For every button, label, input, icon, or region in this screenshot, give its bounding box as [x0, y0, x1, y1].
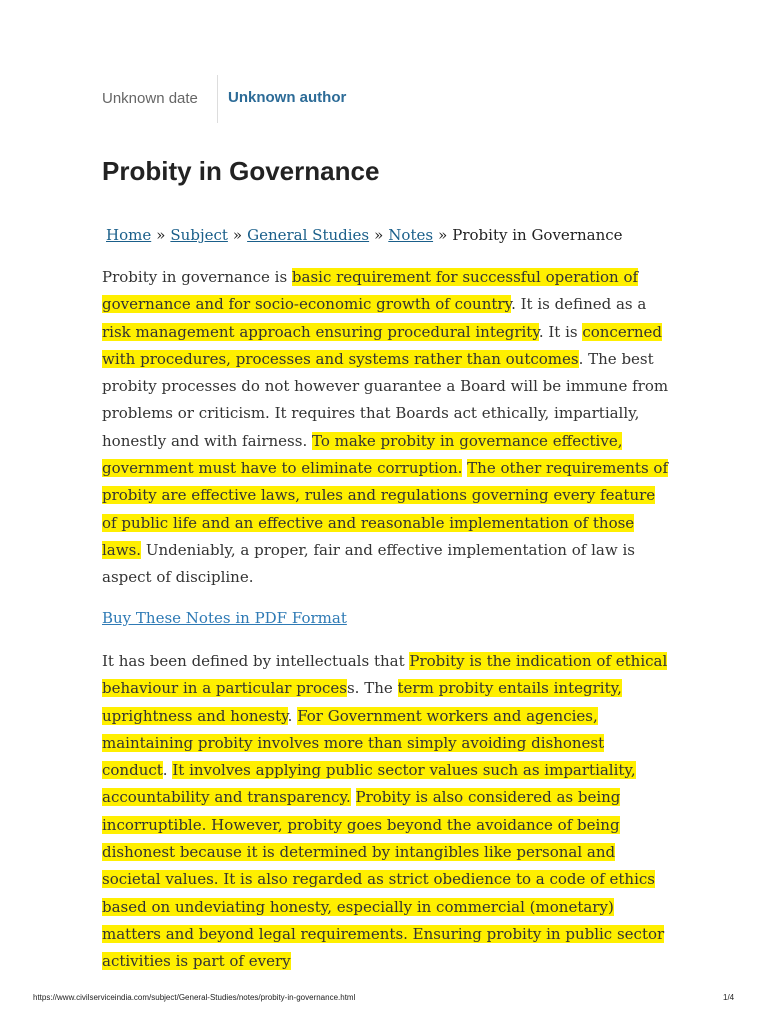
- breadcrumb-separator: »: [156, 226, 166, 244]
- breadcrumb-notes-link[interactable]: Notes: [388, 226, 434, 244]
- author-link[interactable]: Unknown author: [228, 89, 347, 106]
- body-text: . It is: [538, 322, 583, 341]
- body-text: Probity in governance is: [102, 268, 292, 286]
- breadcrumb-home-link[interactable]: Home: [106, 226, 152, 244]
- buy-pdf-link[interactable]: Buy These Notes in PDF Format: [102, 609, 347, 627]
- article-paragraph-2: [102, 648, 670, 976]
- highlighted-text: Probity is the indication of ethical behaviour in a particular proces: [102, 652, 668, 698]
- highlighted-text: basic requirement for successful operation of governance and for socio-economic growth of country: [102, 268, 639, 314]
- breadcrumb-separator: »: [438, 226, 448, 244]
- article-paragraph-1: [102, 264, 670, 592]
- breadcrumb: [106, 226, 623, 244]
- body-text: . The best probity processes do not however guarantee a Board will be immune from problems or criticism. It requires that Boards act ethically, impartially, honestly and with fairness.: [102, 349, 669, 450]
- highlighted-text: risk management approach ensuring procedural integrity: [102, 322, 539, 341]
- highlighted-text: It involves applying public sector values such as impartiality, accountability and transparency.: [102, 761, 636, 807]
- body-text: [351, 788, 356, 806]
- breadcrumb-subject-link[interactable]: Subject: [170, 226, 228, 244]
- body-text: It has been defined by intellectuals that: [102, 652, 410, 670]
- footer-url: https://www.civilserviceindia.com/subject/General-Studies/notes/probity-in-governance.html: [33, 993, 356, 1002]
- body-text: .: [162, 761, 173, 780]
- meta-divider: [217, 75, 218, 123]
- body-text: . It is defined as a: [511, 295, 647, 314]
- highlighted-text: The other requirements of probity are effective laws, rules and regulations governing every feature of public life and an effective and reasonable implementation of those laws.: [102, 459, 669, 559]
- highlighted-text: concerned with procedures, processes and systems rather than outcomes: [102, 322, 663, 368]
- body-text: s. The: [346, 679, 398, 698]
- body-text: .: [287, 706, 298, 725]
- body-text: Undeniably, a proper, fair and effective implementation of law is aspect of discipline.: [102, 540, 635, 587]
- publish-date: Unknown date: [102, 90, 198, 107]
- highlighted-text: For Government workers and agencies, maintaining probity involves more than simply avoiding dishonest conduct: [102, 706, 605, 780]
- highlighted-text: term probity entails integrity, uprightness and honesty: [102, 679, 622, 725]
- highlighted-text: To make probity in governance effective, government must have to eliminate corruption.: [102, 431, 623, 478]
- highlighted-text: Probity is also considered as being: [355, 788, 621, 807]
- breadcrumb-separator: »: [374, 226, 384, 244]
- article-meta: [102, 75, 702, 123]
- page-title: Probity in Governance: [102, 156, 380, 186]
- breadcrumb-general-studies-link[interactable]: General Studies: [247, 226, 370, 244]
- breadcrumb-current: Probity in Governance: [452, 226, 623, 244]
- footer-page-number: 1/4: [723, 993, 735, 1002]
- highlighted-text: incorruptible. However, probity goes beyond the avoidance of being dishonest because it is determined by intangibles like personal and societal values. It is also regarded as strict obedience to a code of ethics based on undeviating honesty, especially in commercial (monetary) matters and beyond legal requirements. Ensuring probity in public sector activities is part of every: [102, 815, 665, 971]
- breadcrumb-separator: »: [232, 226, 243, 244]
